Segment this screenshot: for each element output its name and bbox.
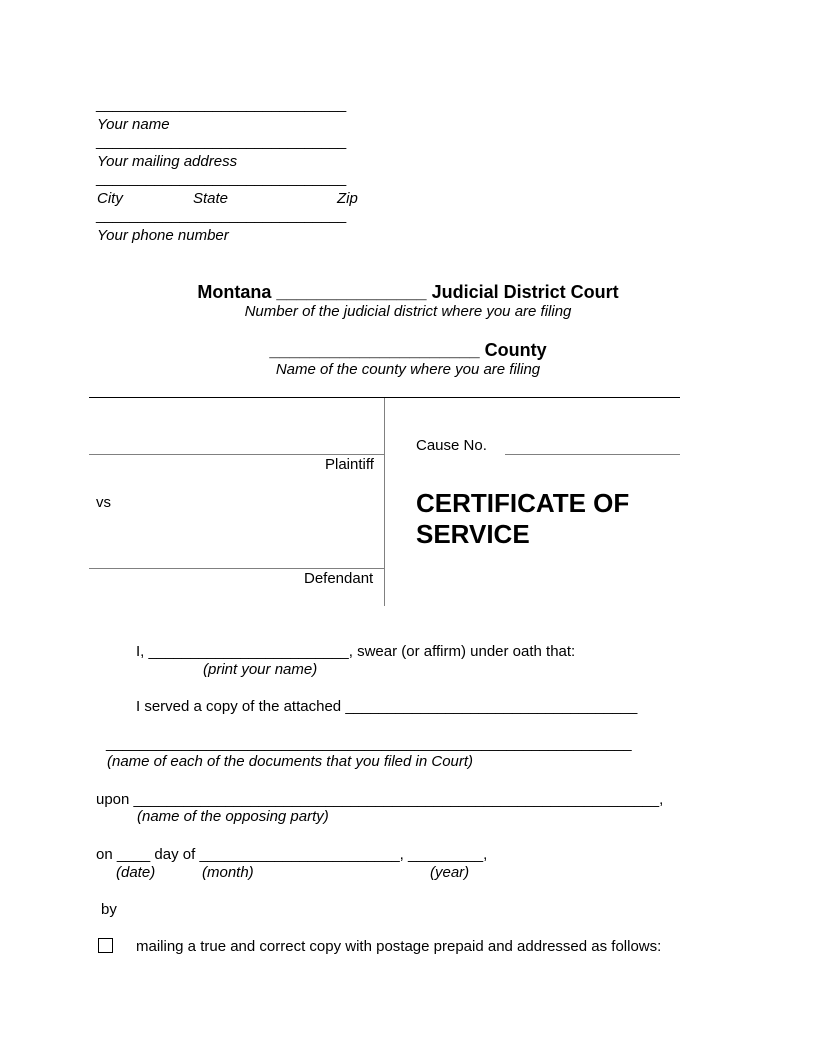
swear-line — [136, 643, 575, 660]
cause-no-blank[interactable] — [505, 454, 680, 455]
served-prefix: I served a copy of the attached — [136, 698, 342, 715]
year-blank[interactable]: _________, — [408, 846, 488, 863]
county-hint: Name of the county where you are filing — [275, 361, 541, 378]
day-of-label: day of — [154, 846, 196, 863]
opposing-party-hint: (name of the opposing party) — [137, 808, 329, 825]
court-heading — [0, 282, 816, 303]
county-name-blank[interactable]: _____________________ — [269, 340, 480, 360]
name-blank[interactable]: ______________________________ — [96, 96, 347, 113]
plaintiff-label: Plaintiff — [325, 456, 374, 473]
mailing-option-label: mailing a true and correct copy with postage prepaid and addressed as follows: — [136, 938, 662, 955]
attached-documents-blank[interactable]: ___________________________________ — [345, 698, 638, 715]
date-line — [96, 846, 487, 863]
plaintiff-line[interactable] — [89, 454, 384, 455]
district-hint: Number of the judicial district where you are filing — [244, 303, 572, 320]
county-label: County — [484, 340, 547, 360]
date-comma: , — [399, 846, 404, 863]
caption-vertical-divider — [384, 398, 385, 606]
upon-prefix: upon — [96, 791, 130, 808]
county-heading — [0, 340, 816, 361]
cause-no-label: Cause No. — [416, 437, 487, 454]
year-hint: (year) — [430, 864, 470, 881]
swear-suffix: , swear (or affirm) under oath that: — [348, 643, 576, 660]
district-number-blank[interactable]: _______________ — [276, 282, 427, 302]
swear-prefix: I, — [136, 643, 145, 660]
upon-line — [96, 791, 663, 808]
print-name-blank[interactable]: ________________________ — [148, 643, 349, 660]
title-line-2: SERVICE — [416, 519, 530, 549]
date-hint: (date) — [116, 864, 156, 881]
address-blank[interactable]: ______________________________ — [96, 133, 347, 150]
address-label: Your mailing address — [97, 153, 238, 170]
city-label: City — [97, 190, 123, 207]
document-title — [416, 488, 629, 550]
defendant-line[interactable] — [89, 568, 384, 569]
zip-label: Zip — [337, 190, 358, 207]
phone-blank[interactable]: ______________________________ — [96, 207, 347, 224]
day-blank[interactable]: ____ — [116, 846, 151, 863]
served-line — [136, 698, 637, 715]
documents-blank[interactable]: _______________________________________________________________ — [106, 735, 632, 752]
opposing-party-blank[interactable]: _______________________________________________________________, — [133, 791, 664, 808]
state-label: State — [193, 190, 229, 207]
name-label: Your name — [97, 116, 170, 133]
mailing-checkbox[interactable] — [98, 938, 113, 953]
title-line-1: CERTIFICATE OF — [416, 488, 630, 518]
print-name-hint: (print your name) — [203, 661, 318, 678]
vs-label: vs — [96, 494, 111, 511]
month-blank[interactable]: ________________________ — [199, 846, 400, 863]
city-state-zip-blank[interactable]: ______________________________ — [96, 170, 347, 187]
defendant-label: Defendant — [304, 570, 374, 587]
on-prefix: on — [96, 846, 113, 863]
documents-hint: (name of each of the documents that you filed in Court) — [107, 753, 474, 770]
judicial-district-court-label: Judicial District Court — [431, 282, 619, 302]
phone-label: Your phone number — [97, 227, 229, 244]
montana-label: Montana — [197, 282, 272, 302]
month-hint: (month) — [202, 864, 254, 881]
by-label: by — [101, 901, 117, 918]
